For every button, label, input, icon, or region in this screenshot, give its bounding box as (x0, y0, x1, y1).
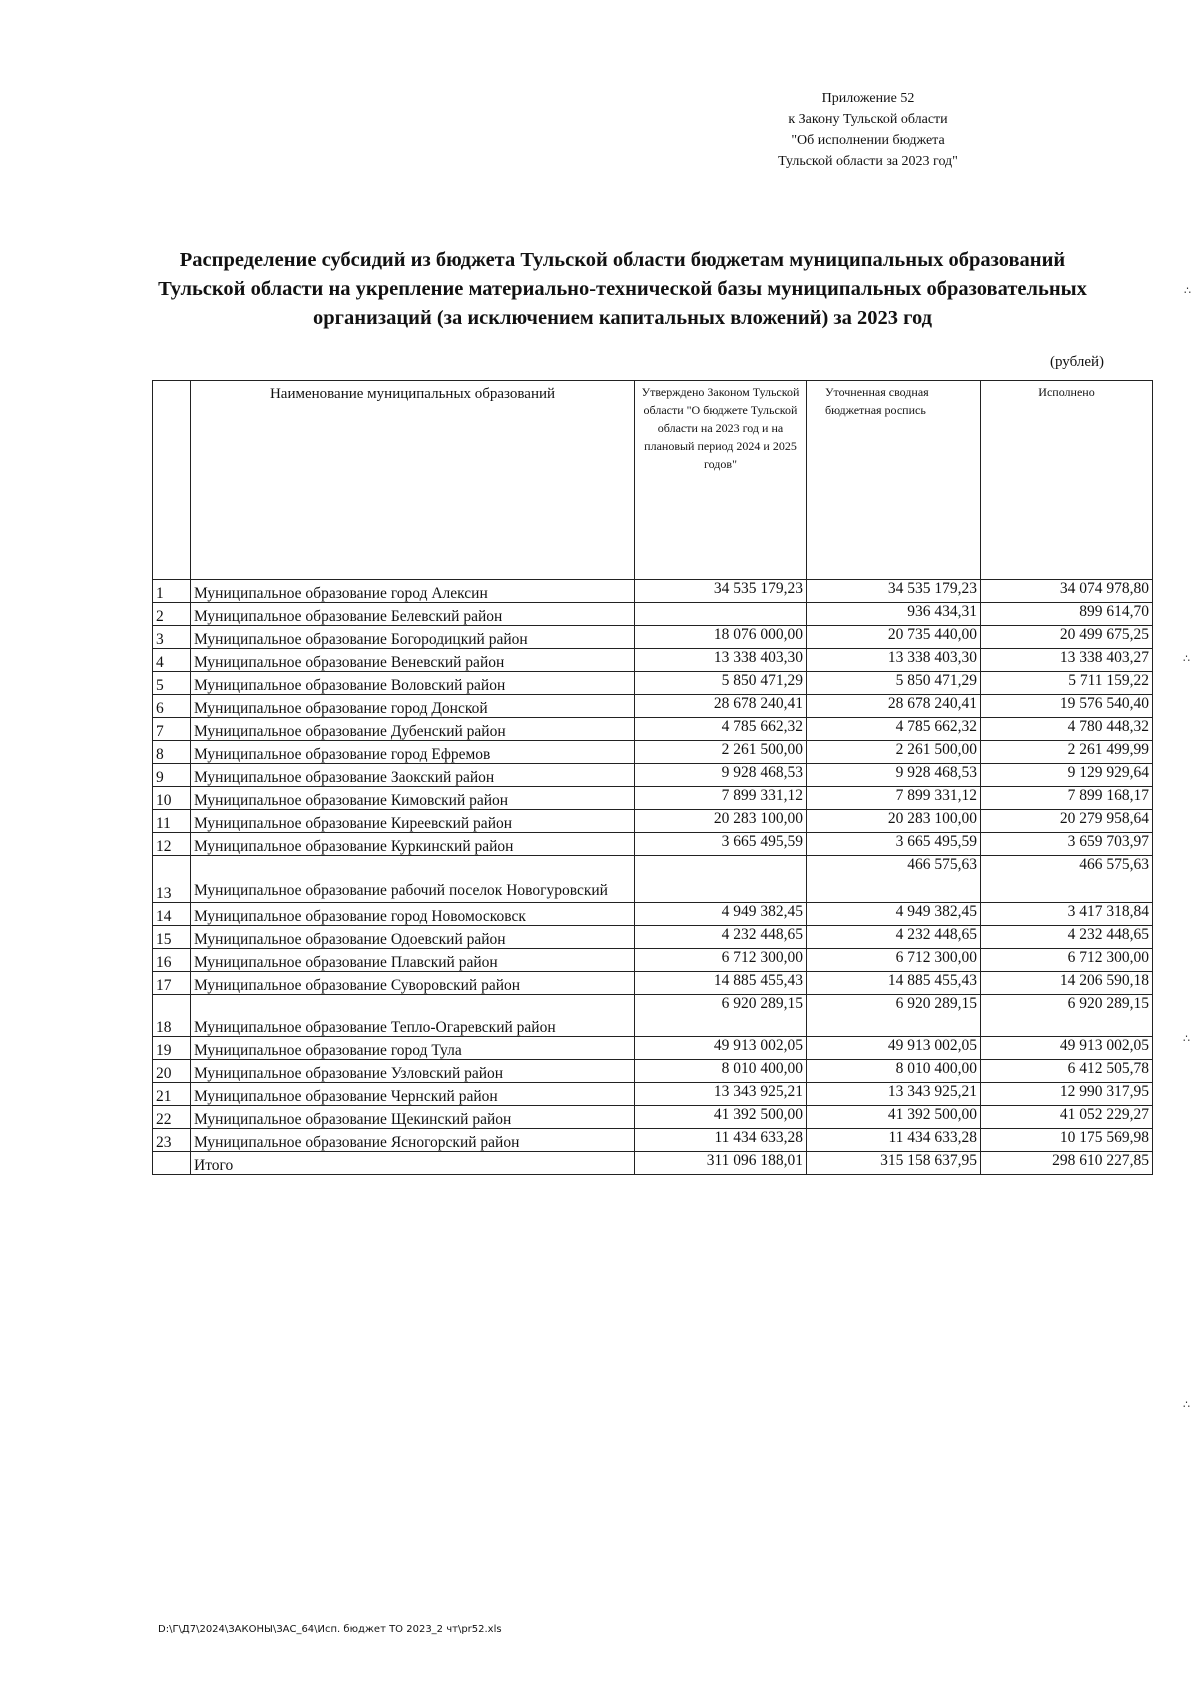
row-number: 1 (153, 580, 191, 603)
table-row (153, 1129, 1153, 1152)
table-row (153, 672, 1153, 695)
row-approved: 20 283 100,00 (635, 810, 807, 833)
row-revised: 34 535 179,23 (807, 580, 981, 603)
row-revised: 315 158 637,95 (807, 1152, 981, 1175)
row-approved: 14 885 455,43 (635, 972, 807, 995)
table-row (153, 903, 1153, 926)
table-row (153, 787, 1153, 810)
row-name: Муниципальное образование Заокский район (191, 764, 635, 787)
table-row (153, 695, 1153, 718)
row-executed: 6 712 300,00 (981, 949, 1153, 972)
row-name: Муниципальное образование Воловский район (191, 672, 635, 695)
row-revised: 41 392 500,00 (807, 1106, 981, 1129)
row-executed: 7 899 168,17 (981, 787, 1153, 810)
row-executed: 466 575,63 (981, 856, 1153, 903)
row-approved: 4 785 662,32 (635, 718, 807, 741)
row-number: 3 (153, 626, 191, 649)
row-number: 14 (153, 903, 191, 926)
row-executed: 49 913 002,05 (981, 1037, 1153, 1060)
row-approved: 9 928 468,53 (635, 764, 807, 787)
row-approved: 49 913 002,05 (635, 1037, 807, 1060)
row-executed: 41 052 229,27 (981, 1106, 1153, 1129)
row-approved: 3 665 495,59 (635, 833, 807, 856)
appendix-line-1: Приложение 52 (821, 91, 915, 106)
row-revised: 11 434 633,28 (807, 1129, 981, 1152)
row-number: 8 (153, 741, 191, 764)
row-revised: 936 434,31 (807, 603, 981, 626)
row-executed: 899 614,70 (981, 603, 1153, 626)
row-executed: 6 412 505,78 (981, 1060, 1153, 1083)
row-name: Муниципальное образование Чернский район (191, 1083, 635, 1106)
row-name: Муниципальное образование Богородицкий район (191, 626, 635, 649)
row-revised: 13 338 403,30 (807, 649, 981, 672)
row-revised: 8 010 400,00 (807, 1060, 981, 1083)
table-row (153, 626, 1153, 649)
row-revised: 20 283 100,00 (807, 810, 981, 833)
row-approved: 5 850 471,29 (635, 672, 807, 695)
table-row (153, 1106, 1153, 1129)
row-name: Муниципальное образование Одоевский район (191, 926, 635, 949)
row-name: Муниципальное образование рабочий поселок Новогуровский (191, 856, 635, 903)
row-approved (635, 856, 807, 903)
row-name: Муниципальное образование Дубенский район (191, 718, 635, 741)
row-executed: 4 780 448,32 (981, 718, 1153, 741)
row-name: Муниципальное образование Киреевский район (191, 810, 635, 833)
row-executed: 5 711 159,22 (981, 672, 1153, 695)
row-number: 17 (153, 972, 191, 995)
row-approved: 28 678 240,41 (635, 695, 807, 718)
row-number: 22 (153, 1106, 191, 1129)
row-number: 5 (153, 672, 191, 695)
row-number: 15 (153, 926, 191, 949)
header-number (153, 381, 191, 580)
table-row (153, 810, 1153, 833)
row-executed: 10 175 569,98 (981, 1129, 1153, 1152)
row-revised: 20 735 440,00 (807, 626, 981, 649)
row-name: Муниципальное образование город Донской (191, 695, 635, 718)
scan-mark: ∴ (1183, 1399, 1190, 1411)
row-executed: 4 232 448,65 (981, 926, 1153, 949)
units-label: (рублей) (1050, 354, 1105, 370)
header-approved: Утверждено Законом Тульской области "О бюджете Тульской области на 2023 год и на плановый период 2024 и 2025 годов" (635, 381, 807, 580)
row-name: Муниципальное образование город Новомосковск (191, 903, 635, 926)
header-executed: Исполнено (981, 381, 1153, 580)
row-name: Муниципальное образование город Алексин (191, 580, 635, 603)
row-approved: 311 096 188,01 (635, 1152, 807, 1175)
table-row (153, 833, 1153, 856)
row-name: Муниципальное образование Белевский район (191, 603, 635, 626)
header-name: Наименование муниципальных образований (191, 381, 635, 580)
row-executed: 20 279 958,64 (981, 810, 1153, 833)
row-approved: 8 010 400,00 (635, 1060, 807, 1083)
row-number: 23 (153, 1129, 191, 1152)
table-row (153, 580, 1153, 603)
row-number: 2 (153, 603, 191, 626)
row-name: Муниципальное образование Щекинский район (191, 1106, 635, 1129)
row-revised: 7 899 331,12 (807, 787, 981, 810)
row-number: 18 (153, 995, 191, 1037)
row-approved: 2 261 500,00 (635, 741, 807, 764)
row-revised: 4 949 382,45 (807, 903, 981, 926)
row-name: Муниципальное образование город Тула (191, 1037, 635, 1060)
row-approved: 7 899 331,12 (635, 787, 807, 810)
row-name: Муниципальное образование Узловский район (191, 1060, 635, 1083)
row-number (153, 1152, 191, 1175)
row-revised: 14 885 455,43 (807, 972, 981, 995)
row-executed: 6 920 289,15 (981, 995, 1153, 1037)
row-number: 6 (153, 695, 191, 718)
row-approved: 18 076 000,00 (635, 626, 807, 649)
table-row (153, 718, 1153, 741)
row-name: Муниципальное образование город Ефремов (191, 741, 635, 764)
table-row (153, 1060, 1153, 1083)
appendix-block (738, 88, 998, 172)
title-line-3: организаций (за исключением капитальных вложений) за 2023 год (313, 307, 932, 329)
row-revised: 49 913 002,05 (807, 1037, 981, 1060)
row-number: 10 (153, 787, 191, 810)
row-name: Муниципальное образование Ясногорский район (191, 1129, 635, 1152)
row-number: 19 (153, 1037, 191, 1060)
total-row (153, 1152, 1153, 1175)
appendix-line-3: "Об исполнении бюджета (791, 133, 945, 148)
row-name: Муниципальное образование Тепло-Огаревский район (191, 995, 635, 1037)
row-revised: 28 678 240,41 (807, 695, 981, 718)
table-row (153, 1037, 1153, 1060)
row-executed: 20 499 675,25 (981, 626, 1153, 649)
row-revised: 5 850 471,29 (807, 672, 981, 695)
header-revised: Уточненная сводная бюджетная роспись (807, 381, 981, 580)
row-executed: 19 576 540,40 (981, 695, 1153, 718)
row-executed: 9 129 929,64 (981, 764, 1153, 787)
row-number: 12 (153, 833, 191, 856)
table-row (153, 649, 1153, 672)
table-row (153, 1083, 1153, 1106)
row-revised: 6 920 289,15 (807, 995, 981, 1037)
row-revised: 4 785 662,32 (807, 718, 981, 741)
row-executed: 298 610 227,85 (981, 1152, 1153, 1175)
row-revised: 6 712 300,00 (807, 949, 981, 972)
table-header-row (153, 381, 1153, 580)
row-revised: 466 575,63 (807, 856, 981, 903)
row-name: Муниципальное образование Куркинский район (191, 833, 635, 856)
row-number: 20 (153, 1060, 191, 1083)
row-number: 16 (153, 949, 191, 972)
subsidy-table (152, 380, 1153, 1175)
row-approved (635, 603, 807, 626)
row-approved: 13 343 925,21 (635, 1083, 807, 1106)
appendix-line-4: Тульской области за 2023 год" (778, 154, 958, 169)
table-row (153, 603, 1153, 626)
title-line-1: Распределение субсидий из бюджета Тульской области бюджетам муниципальных образований (179, 249, 1066, 271)
row-name: Муниципальное образование Плавский район (191, 949, 635, 972)
file-path-footer: D:\Г\Д7\2024\ЗАКОНЫ\ЗАС_64\Исп. бюджет ТО 2023_2 чт\pr52.xls (158, 1624, 502, 1635)
row-revised: 3 665 495,59 (807, 833, 981, 856)
row-revised: 4 232 448,65 (807, 926, 981, 949)
row-executed: 3 659 703,97 (981, 833, 1153, 856)
row-approved: 13 338 403,30 (635, 649, 807, 672)
document-title (130, 246, 1115, 333)
row-approved: 4 232 448,65 (635, 926, 807, 949)
row-name: Муниципальное образование Веневский район (191, 649, 635, 672)
scan-mark: ∴ (1184, 285, 1191, 297)
row-approved: 41 392 500,00 (635, 1106, 807, 1129)
row-number: 21 (153, 1083, 191, 1106)
row-number: 7 (153, 718, 191, 741)
table-row (153, 856, 1153, 903)
row-number: 9 (153, 764, 191, 787)
scan-mark: ∴ (1183, 653, 1190, 665)
row-executed: 12 990 317,95 (981, 1083, 1153, 1106)
row-executed: 13 338 403,27 (981, 649, 1153, 672)
title-line-2: Тульской области на укрепление материально-технической базы муниципальных образовательных (158, 278, 1087, 300)
row-number: 13 (153, 856, 191, 903)
row-revised: 13 343 925,21 (807, 1083, 981, 1106)
appendix-line-2: к Закону Тульской области (788, 112, 948, 127)
row-approved: 4 949 382,45 (635, 903, 807, 926)
row-executed: 14 206 590,18 (981, 972, 1153, 995)
row-approved: 6 920 289,15 (635, 995, 807, 1037)
table-row (153, 926, 1153, 949)
row-revised: 9 928 468,53 (807, 764, 981, 787)
table-row (153, 949, 1153, 972)
row-number: 4 (153, 649, 191, 672)
row-name: Итого (191, 1152, 635, 1175)
row-revised: 2 261 500,00 (807, 741, 981, 764)
scan-mark: ∴ (1183, 1033, 1190, 1045)
row-approved: 6 712 300,00 (635, 949, 807, 972)
row-number: 11 (153, 810, 191, 833)
row-approved: 34 535 179,23 (635, 580, 807, 603)
row-name: Муниципальное образование Суворовский район (191, 972, 635, 995)
table-row (153, 764, 1153, 787)
table-row (153, 995, 1153, 1037)
table-row (153, 741, 1153, 764)
row-name: Муниципальное образование Кимовский район (191, 787, 635, 810)
row-approved: 11 434 633,28 (635, 1129, 807, 1152)
row-executed: 34 074 978,80 (981, 580, 1153, 603)
row-executed: 2 261 499,99 (981, 741, 1153, 764)
row-executed: 3 417 318,84 (981, 903, 1153, 926)
table-body (153, 580, 1153, 1175)
table-row (153, 972, 1153, 995)
